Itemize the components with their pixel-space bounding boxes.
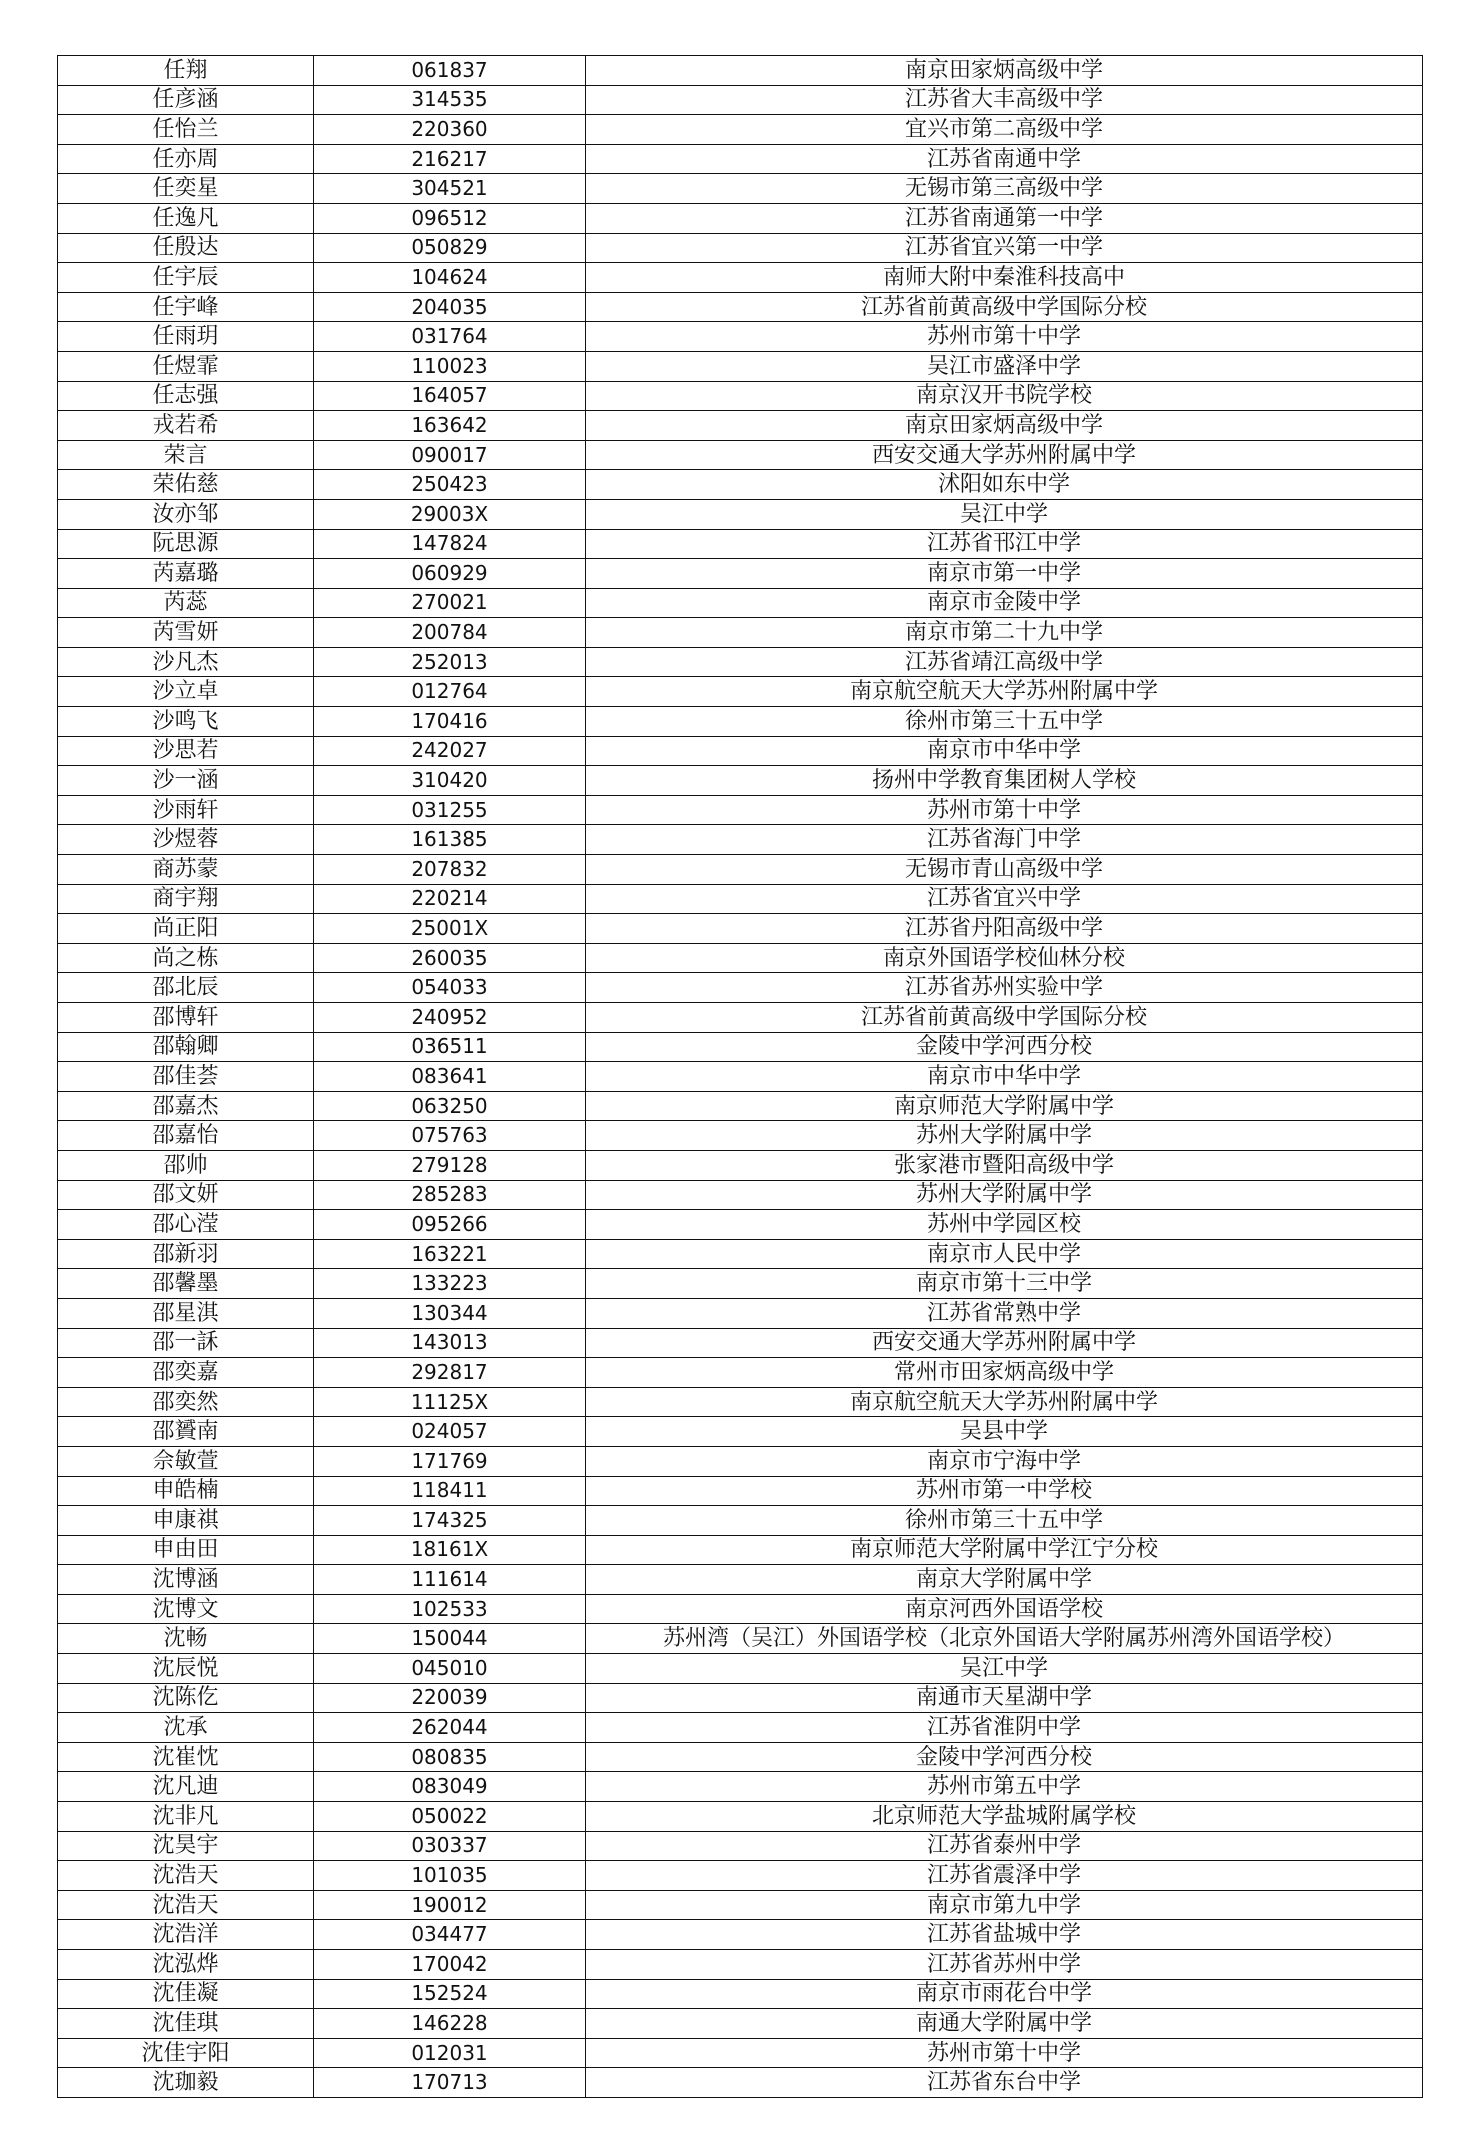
student-id-cell: 102533 xyxy=(314,1594,586,1624)
student-name-cell: 沈畅 xyxy=(58,1624,314,1654)
student-id-cell: 29003X xyxy=(314,499,586,529)
table-row xyxy=(58,1861,1423,1891)
table-row xyxy=(58,2009,1423,2039)
table-row xyxy=(58,855,1423,885)
student-id-cell: 133223 xyxy=(314,1269,586,1299)
student-id-cell: 240952 xyxy=(314,1003,586,1033)
school-name-cell: 江苏省宜兴中学 xyxy=(586,884,1423,914)
student-id-cell: 060929 xyxy=(314,559,586,589)
student-id-cell: 310420 xyxy=(314,766,586,796)
school-name-cell: 扬州中学教育集团树人学校 xyxy=(586,766,1423,796)
student-id-cell: 285283 xyxy=(314,1180,586,1210)
student-name-cell: 任殷达 xyxy=(58,233,314,263)
school-name-cell: 南京师范大学附属中学 xyxy=(586,1091,1423,1121)
school-name-cell: 吴江中学 xyxy=(586,1654,1423,1684)
student-id-cell: 163221 xyxy=(314,1239,586,1269)
table-row xyxy=(58,1358,1423,1388)
student-name-cell: 邵翰卿 xyxy=(58,1032,314,1062)
school-name-cell: 江苏省淮阴中学 xyxy=(586,1713,1423,1743)
table-row xyxy=(58,1062,1423,1092)
student-name-cell: 任宇峰 xyxy=(58,292,314,322)
student-name-cell: 商宇翔 xyxy=(58,884,314,914)
table-row xyxy=(58,914,1423,944)
student-name-cell: 沈博文 xyxy=(58,1594,314,1624)
student-id-cell: 190012 xyxy=(314,1890,586,1920)
student-name-cell: 芮蕊 xyxy=(58,588,314,618)
student-name-cell: 荣言 xyxy=(58,440,314,470)
table-row xyxy=(58,1772,1423,1802)
table-row xyxy=(58,1003,1423,1033)
school-name-cell: 南京汉开书院学校 xyxy=(586,381,1423,411)
school-name-cell: 苏州大学附属中学 xyxy=(586,1121,1423,1151)
school-name-cell: 吴江市盛泽中学 xyxy=(586,351,1423,381)
student-id-cell: 270021 xyxy=(314,588,586,618)
school-name-cell: 南京师范大学附属中学江宁分校 xyxy=(586,1535,1423,1565)
student-name-cell: 邵星淇 xyxy=(58,1298,314,1328)
student-id-cell: 080835 xyxy=(314,1742,586,1772)
student-id-cell: 242027 xyxy=(314,736,586,766)
table-row xyxy=(58,1713,1423,1743)
school-name-cell: 金陵中学河西分校 xyxy=(586,1032,1423,1062)
student-roster-table xyxy=(57,55,1423,2098)
table-row xyxy=(58,1298,1423,1328)
student-id-cell: 152524 xyxy=(314,1979,586,2009)
student-name-cell: 邵帅 xyxy=(58,1150,314,1180)
student-name-cell: 邵心滢 xyxy=(58,1210,314,1240)
student-id-cell: 11125X xyxy=(314,1387,586,1417)
student-name-cell: 沈浩洋 xyxy=(58,1920,314,1950)
table-row xyxy=(58,707,1423,737)
table-row xyxy=(58,973,1423,1003)
student-id-cell: 279128 xyxy=(314,1150,586,1180)
table-row xyxy=(58,1091,1423,1121)
student-id-cell: 063250 xyxy=(314,1091,586,1121)
school-name-cell: 北京师范大学盐城附属学校 xyxy=(586,1802,1423,1832)
table-row xyxy=(58,1239,1423,1269)
student-id-cell: 101035 xyxy=(314,1861,586,1891)
school-name-cell: 江苏省丹阳高级中学 xyxy=(586,914,1423,944)
student-id-cell: 170416 xyxy=(314,707,586,737)
student-id-cell: 130344 xyxy=(314,1298,586,1328)
student-name-cell: 任宇辰 xyxy=(58,263,314,293)
table-row xyxy=(58,1979,1423,2009)
student-id-cell: 143013 xyxy=(314,1328,586,1358)
student-name-cell: 任彦涵 xyxy=(58,85,314,115)
school-name-cell: 南京市宁海中学 xyxy=(586,1446,1423,1476)
student-name-cell: 沈佳凝 xyxy=(58,1979,314,2009)
table-row xyxy=(58,529,1423,559)
table-row xyxy=(58,203,1423,233)
table-row xyxy=(58,1328,1423,1358)
student-name-cell: 邵一訸 xyxy=(58,1328,314,1358)
table-row xyxy=(58,115,1423,145)
school-name-cell: 南京河西外国语学校 xyxy=(586,1594,1423,1624)
student-name-cell: 沙思若 xyxy=(58,736,314,766)
school-name-cell: 南京市雨花台中学 xyxy=(586,1979,1423,2009)
school-name-cell: 南京航空航天大学苏州附属中学 xyxy=(586,1387,1423,1417)
table-row xyxy=(58,2068,1423,2098)
school-name-cell: 苏州中学园区校 xyxy=(586,1210,1423,1240)
student-id-cell: 292817 xyxy=(314,1358,586,1388)
table-row xyxy=(58,1180,1423,1210)
student-id-cell: 118411 xyxy=(314,1476,586,1506)
school-name-cell: 张家港市暨阳高级中学 xyxy=(586,1150,1423,1180)
table-row xyxy=(58,1121,1423,1151)
student-name-cell: 沙立卓 xyxy=(58,677,314,707)
table-row xyxy=(58,292,1423,322)
student-id-cell: 050022 xyxy=(314,1802,586,1832)
table-row xyxy=(58,736,1423,766)
student-id-cell: 18161X xyxy=(314,1535,586,1565)
student-id-cell: 250423 xyxy=(314,470,586,500)
table-row xyxy=(58,174,1423,204)
student-name-cell: 沈浩天 xyxy=(58,1890,314,1920)
student-name-cell: 沈泓烨 xyxy=(58,1950,314,1980)
table-row xyxy=(58,1535,1423,1565)
student-id-cell: 220039 xyxy=(314,1683,586,1713)
student-name-cell: 邵嘉杰 xyxy=(58,1091,314,1121)
student-id-cell: 045010 xyxy=(314,1654,586,1684)
school-name-cell: 南京市第一中学 xyxy=(586,559,1423,589)
table-row xyxy=(58,1032,1423,1062)
student-name-cell: 汝亦邹 xyxy=(58,499,314,529)
table-row xyxy=(58,1150,1423,1180)
student-name-cell: 荣佑慈 xyxy=(58,470,314,500)
school-name-cell: 南京市人民中学 xyxy=(586,1239,1423,1269)
school-name-cell: 江苏省前黄高级中学国际分校 xyxy=(586,1003,1423,1033)
student-id-cell: 204035 xyxy=(314,292,586,322)
school-name-cell: 南师大附中秦淮科技高中 xyxy=(586,263,1423,293)
student-name-cell: 佘敏萱 xyxy=(58,1446,314,1476)
school-name-cell: 常州市田家炳高级中学 xyxy=(586,1358,1423,1388)
school-name-cell: 金陵中学河西分校 xyxy=(586,1742,1423,1772)
student-name-cell: 沈承 xyxy=(58,1713,314,1743)
table-row xyxy=(58,1950,1423,1980)
student-name-cell: 申康祺 xyxy=(58,1506,314,1536)
table-row xyxy=(58,1417,1423,1447)
student-name-cell: 任怡兰 xyxy=(58,115,314,145)
school-name-cell: 江苏省震泽中学 xyxy=(586,1861,1423,1891)
student-id-cell: 104624 xyxy=(314,263,586,293)
student-name-cell: 邵馨墨 xyxy=(58,1269,314,1299)
student-name-cell: 任奕星 xyxy=(58,174,314,204)
school-name-cell: 徐州市第三十五中学 xyxy=(586,1506,1423,1536)
school-name-cell: 苏州市第十中学 xyxy=(586,2038,1423,2068)
student-id-cell: 220214 xyxy=(314,884,586,914)
table-row xyxy=(58,499,1423,529)
student-name-cell: 申由田 xyxy=(58,1535,314,1565)
school-name-cell: 南京田家炳高级中学 xyxy=(586,56,1423,86)
student-id-cell: 083049 xyxy=(314,1772,586,1802)
student-name-cell: 沈博涵 xyxy=(58,1565,314,1595)
student-id-cell: 174325 xyxy=(314,1506,586,1536)
table-row xyxy=(58,233,1423,263)
student-name-cell: 沈崔忱 xyxy=(58,1742,314,1772)
table-row xyxy=(58,2038,1423,2068)
student-name-cell: 邵贇南 xyxy=(58,1417,314,1447)
school-name-cell: 江苏省靖江高级中学 xyxy=(586,647,1423,677)
school-name-cell: 江苏省泰州中学 xyxy=(586,1831,1423,1861)
table-row xyxy=(58,470,1423,500)
student-name-cell: 沙鸣飞 xyxy=(58,707,314,737)
student-name-cell: 商苏蒙 xyxy=(58,855,314,885)
table-row xyxy=(58,1476,1423,1506)
student-id-cell: 095266 xyxy=(314,1210,586,1240)
school-name-cell: 江苏省海门中学 xyxy=(586,825,1423,855)
student-id-cell: 200784 xyxy=(314,618,586,648)
student-name-cell: 芮嘉璐 xyxy=(58,559,314,589)
table-row xyxy=(58,1624,1423,1654)
student-name-cell: 邵佳荟 xyxy=(58,1062,314,1092)
roster-body xyxy=(58,56,1423,2098)
student-name-cell: 任逸凡 xyxy=(58,203,314,233)
school-name-cell: 江苏省宜兴第一中学 xyxy=(586,233,1423,263)
student-name-cell: 任煜霏 xyxy=(58,351,314,381)
student-id-cell: 150044 xyxy=(314,1624,586,1654)
student-id-cell: 034477 xyxy=(314,1920,586,1950)
student-id-cell: 096512 xyxy=(314,203,586,233)
student-id-cell: 111614 xyxy=(314,1565,586,1595)
table-row xyxy=(58,411,1423,441)
student-name-cell: 尚之栋 xyxy=(58,943,314,973)
table-row xyxy=(58,825,1423,855)
table-row xyxy=(58,1506,1423,1536)
school-name-cell: 南京田家炳高级中学 xyxy=(586,411,1423,441)
student-name-cell: 邵北辰 xyxy=(58,973,314,1003)
student-id-cell: 012031 xyxy=(314,2038,586,2068)
student-name-cell: 沈珈毅 xyxy=(58,2068,314,2098)
student-id-cell: 050829 xyxy=(314,233,586,263)
student-id-cell: 030337 xyxy=(314,1831,586,1861)
student-id-cell: 036511 xyxy=(314,1032,586,1062)
student-name-cell: 任雨玥 xyxy=(58,322,314,352)
table-row xyxy=(58,381,1423,411)
student-name-cell: 邵奕然 xyxy=(58,1387,314,1417)
student-name-cell: 阮思源 xyxy=(58,529,314,559)
student-name-cell: 沙凡杰 xyxy=(58,647,314,677)
student-name-cell: 邵嘉怡 xyxy=(58,1121,314,1151)
school-name-cell: 苏州市第十中学 xyxy=(586,795,1423,825)
student-id-cell: 147824 xyxy=(314,529,586,559)
school-name-cell: 苏州市第五中学 xyxy=(586,1772,1423,1802)
school-name-cell: 西安交通大学苏州附属中学 xyxy=(586,440,1423,470)
student-name-cell: 邵博轩 xyxy=(58,1003,314,1033)
student-id-cell: 024057 xyxy=(314,1417,586,1447)
table-row xyxy=(58,85,1423,115)
school-name-cell: 南京市金陵中学 xyxy=(586,588,1423,618)
student-name-cell: 沈浩天 xyxy=(58,1861,314,1891)
student-id-cell: 031255 xyxy=(314,795,586,825)
student-id-cell: 054033 xyxy=(314,973,586,1003)
school-name-cell: 南京市第十三中学 xyxy=(586,1269,1423,1299)
table-row xyxy=(58,1742,1423,1772)
student-id-cell: 061837 xyxy=(314,56,586,86)
student-name-cell: 沈凡迪 xyxy=(58,1772,314,1802)
table-row xyxy=(58,647,1423,677)
student-name-cell: 邵新羽 xyxy=(58,1239,314,1269)
school-name-cell: 吴江中学 xyxy=(586,499,1423,529)
student-id-cell: 075763 xyxy=(314,1121,586,1151)
student-id-cell: 304521 xyxy=(314,174,586,204)
table-row xyxy=(58,1654,1423,1684)
school-name-cell: 沭阳如东中学 xyxy=(586,470,1423,500)
student-name-cell: 任亦周 xyxy=(58,144,314,174)
student-name-cell: 申皓楠 xyxy=(58,1476,314,1506)
student-name-cell: 戎若希 xyxy=(58,411,314,441)
table-row xyxy=(58,1210,1423,1240)
student-id-cell: 314535 xyxy=(314,85,586,115)
school-name-cell: 南通大学附属中学 xyxy=(586,2009,1423,2039)
student-id-cell: 161385 xyxy=(314,825,586,855)
student-id-cell: 083641 xyxy=(314,1062,586,1092)
table-row xyxy=(58,795,1423,825)
school-name-cell: 无锡市青山高级中学 xyxy=(586,855,1423,885)
table-row xyxy=(58,56,1423,86)
table-row xyxy=(58,322,1423,352)
student-id-cell: 012764 xyxy=(314,677,586,707)
student-name-cell: 沈佳宇阳 xyxy=(58,2038,314,2068)
table-row xyxy=(58,1387,1423,1417)
school-name-cell: 江苏省邗江中学 xyxy=(586,529,1423,559)
table-row xyxy=(58,1683,1423,1713)
table-row xyxy=(58,1920,1423,1950)
school-name-cell: 南通市天星湖中学 xyxy=(586,1683,1423,1713)
school-name-cell: 江苏省南通第一中学 xyxy=(586,203,1423,233)
student-name-cell: 邵奕嘉 xyxy=(58,1358,314,1388)
school-name-cell: 江苏省常熟中学 xyxy=(586,1298,1423,1328)
table-row xyxy=(58,677,1423,707)
student-name-cell: 芮雪妍 xyxy=(58,618,314,648)
student-name-cell: 沙煜蓉 xyxy=(58,825,314,855)
student-id-cell: 25001X xyxy=(314,914,586,944)
school-name-cell: 南京航空航天大学苏州附属中学 xyxy=(586,677,1423,707)
school-name-cell: 苏州市第一中学校 xyxy=(586,1476,1423,1506)
school-name-cell: 江苏省南通中学 xyxy=(586,144,1423,174)
school-name-cell: 江苏省苏州实验中学 xyxy=(586,973,1423,1003)
student-name-cell: 沙雨轩 xyxy=(58,795,314,825)
school-name-cell: 徐州市第三十五中学 xyxy=(586,707,1423,737)
table-row xyxy=(58,1565,1423,1595)
student-name-cell: 沈辰悦 xyxy=(58,1654,314,1684)
table-row xyxy=(58,144,1423,174)
school-name-cell: 南京市中华中学 xyxy=(586,1062,1423,1092)
table-row xyxy=(58,943,1423,973)
student-id-cell: 146228 xyxy=(314,2009,586,2039)
student-name-cell: 沈非凡 xyxy=(58,1802,314,1832)
school-name-cell: 南京大学附属中学 xyxy=(586,1565,1423,1595)
school-name-cell: 吴县中学 xyxy=(586,1417,1423,1447)
school-name-cell: 宜兴市第二高级中学 xyxy=(586,115,1423,145)
table-row xyxy=(58,559,1423,589)
table-row xyxy=(58,1890,1423,1920)
school-name-cell: 苏州市第十中学 xyxy=(586,322,1423,352)
school-name-cell: 南京市中华中学 xyxy=(586,736,1423,766)
student-name-cell: 任翔 xyxy=(58,56,314,86)
table-row xyxy=(58,618,1423,648)
table-row xyxy=(58,1269,1423,1299)
student-name-cell: 尚正阳 xyxy=(58,914,314,944)
student-name-cell: 邵文妍 xyxy=(58,1180,314,1210)
table-row xyxy=(58,351,1423,381)
student-id-cell: 170713 xyxy=(314,2068,586,2098)
table-row xyxy=(58,263,1423,293)
student-id-cell: 207832 xyxy=(314,855,586,885)
table-row xyxy=(58,588,1423,618)
school-name-cell: 南京市第二十九中学 xyxy=(586,618,1423,648)
student-id-cell: 252013 xyxy=(314,647,586,677)
student-id-cell: 110023 xyxy=(314,351,586,381)
student-name-cell: 任志强 xyxy=(58,381,314,411)
school-name-cell: 江苏省盐城中学 xyxy=(586,1920,1423,1950)
student-id-cell: 170042 xyxy=(314,1950,586,1980)
student-id-cell: 090017 xyxy=(314,440,586,470)
table-row xyxy=(58,884,1423,914)
student-id-cell: 260035 xyxy=(314,943,586,973)
student-id-cell: 164057 xyxy=(314,381,586,411)
student-name-cell: 沙一涵 xyxy=(58,766,314,796)
student-id-cell: 031764 xyxy=(314,322,586,352)
school-name-cell: 江苏省苏州中学 xyxy=(586,1950,1423,1980)
student-name-cell: 沈陈仡 xyxy=(58,1683,314,1713)
school-name-cell: 西安交通大学苏州附属中学 xyxy=(586,1328,1423,1358)
student-id-cell: 163642 xyxy=(314,411,586,441)
student-id-cell: 171769 xyxy=(314,1446,586,1476)
student-id-cell: 262044 xyxy=(314,1713,586,1743)
table-row xyxy=(58,1446,1423,1476)
school-name-cell: 江苏省大丰高级中学 xyxy=(586,85,1423,115)
student-name-cell: 沈佳琪 xyxy=(58,2009,314,2039)
school-name-cell: 南京市第九中学 xyxy=(586,1890,1423,1920)
table-row xyxy=(58,1594,1423,1624)
table-row xyxy=(58,1831,1423,1861)
student-id-cell: 220360 xyxy=(314,115,586,145)
student-id-cell: 216217 xyxy=(314,144,586,174)
table-row xyxy=(58,1802,1423,1832)
table-row xyxy=(58,440,1423,470)
school-name-cell: 苏州大学附属中学 xyxy=(586,1180,1423,1210)
school-name-cell: 苏州湾（吴江）外国语学校（北京外国语大学附属苏州湾外国语学校） xyxy=(586,1624,1423,1654)
school-name-cell: 江苏省前黄高级中学国际分校 xyxy=(586,292,1423,322)
school-name-cell: 南京外国语学校仙林分校 xyxy=(586,943,1423,973)
table-row xyxy=(58,766,1423,796)
student-name-cell: 沈昊宇 xyxy=(58,1831,314,1861)
school-name-cell: 江苏省东台中学 xyxy=(586,2068,1423,2098)
school-name-cell: 无锡市第三高级中学 xyxy=(586,174,1423,204)
